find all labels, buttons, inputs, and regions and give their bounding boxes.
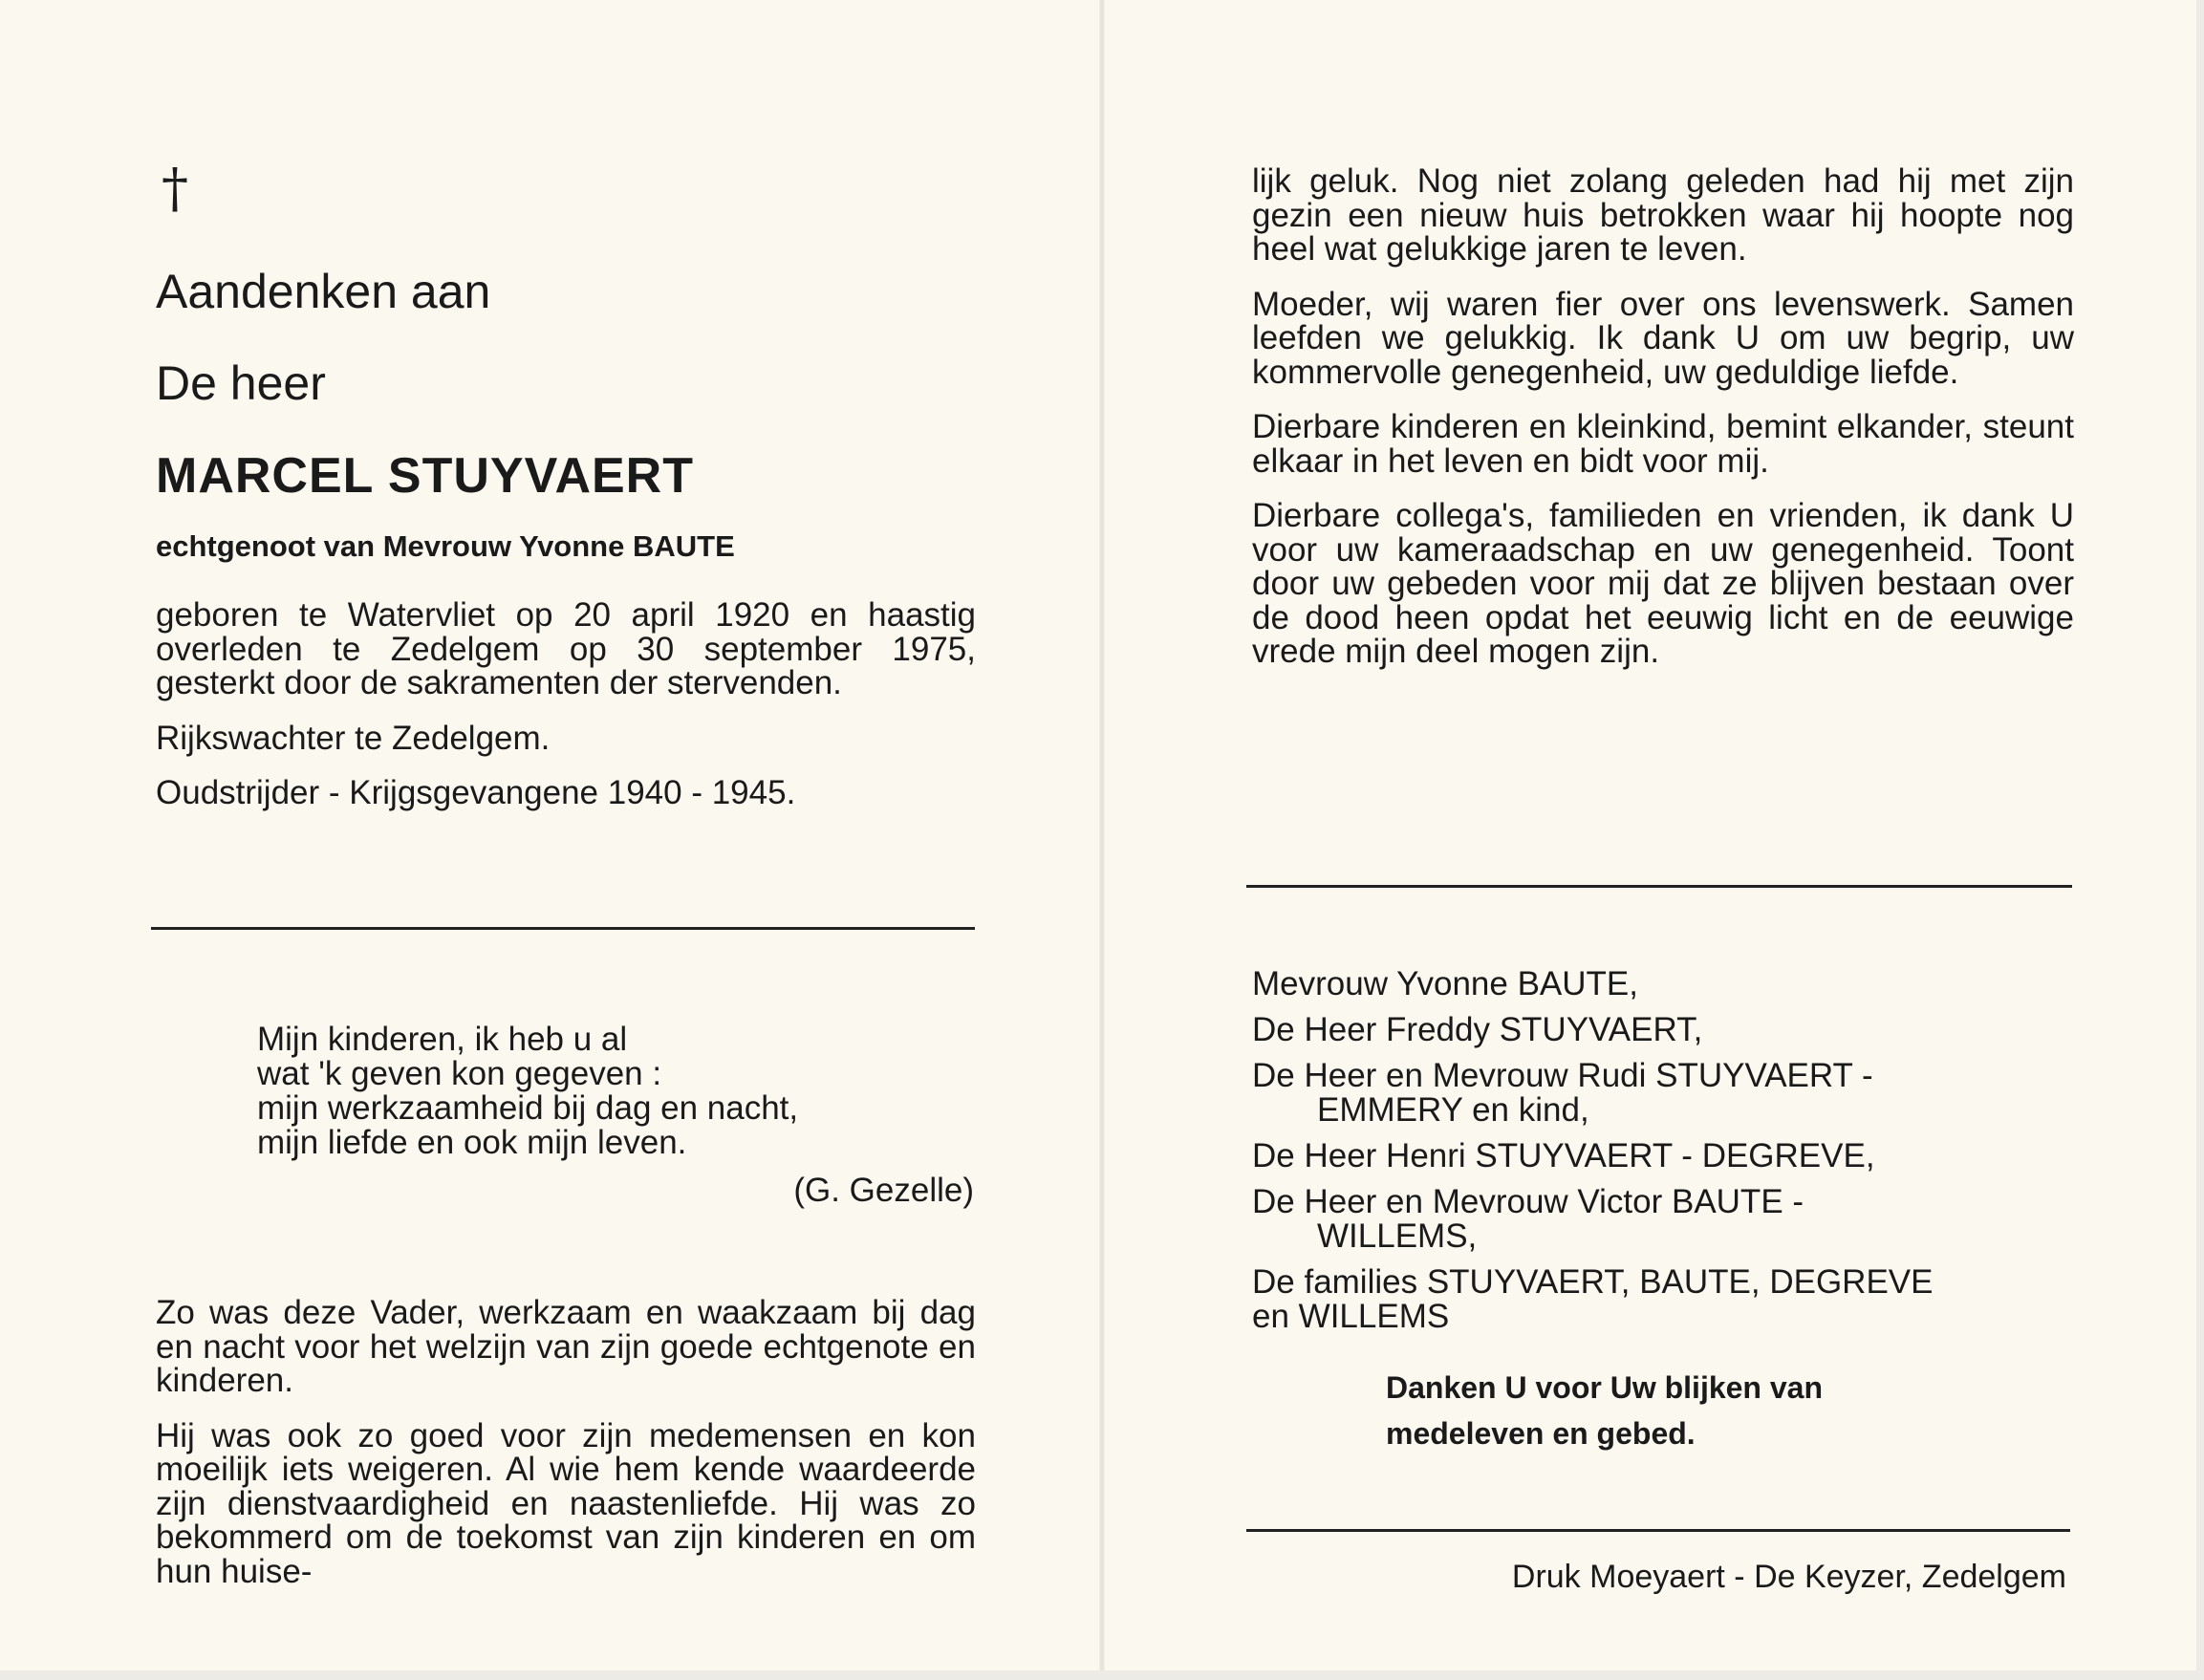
family-entry-line: WILLEMS, bbox=[1317, 1217, 1478, 1255]
poem-line: mijn liefde en ook mijn leven. bbox=[257, 1124, 687, 1161]
thanks-line: medeleven en gebed. bbox=[1386, 1416, 1696, 1451]
title-line: De heer bbox=[156, 356, 326, 410]
colleagues-paragraph: Dierbare collega's, familieden en vrienden, ik dank U voor uw kameraadschap en uw genegenheid. Toont door uw gebeden voor mij dat ze blijven bestaan over de dood heen opdat het eeuwig licht en de eeuwige vrede mijn deel mogen zijn. bbox=[1252, 497, 2074, 670]
poem-line: Mijn kinderen, ik heb u al bbox=[257, 1021, 628, 1058]
children-paragraph: Dierbare kinderen en kleinkind, bemint elkander, steunt elkaar in het leven en bidt voor mij. bbox=[1252, 408, 2074, 480]
poem-line: mijn werkzaamheid bij dag en nacht, bbox=[257, 1089, 799, 1127]
family-entry bbox=[1252, 1139, 2074, 1174]
veteran-line: Oudstrijder - Krijgsgevangene 1940 - 1945. bbox=[156, 774, 796, 811]
divider-right-top bbox=[1246, 885, 2072, 888]
deceased-name: MARCEL STUYVAERT bbox=[156, 448, 694, 504]
left-bottom-text bbox=[156, 1296, 976, 1588]
printer-credit: Druk Moeyaert - De Keyzer, Zedelgem bbox=[1511, 1559, 2066, 1595]
father-paragraph: Zo was deze Vader, werkzaam en waakzaam bij dag en nacht voor het welzijn van zijn goede echtgenote en kinderen. bbox=[156, 1294, 976, 1399]
cross-icon: † bbox=[162, 158, 188, 220]
divider-left bbox=[151, 927, 975, 930]
poem bbox=[257, 1023, 974, 1208]
family-entry-line: De Heer Henri STUYVAERT - DEGREVE, bbox=[1252, 1137, 1875, 1174]
left-page bbox=[156, 158, 976, 811]
mother-paragraph: Moeder, wij waren fier over ons levenswerk. Samen leefden we gelukkig. Ik dank U om uw begrip, uw kommervolle genegenheid, uw geduldige liefde. bbox=[1252, 285, 2074, 391]
family-entry-line: De Heer en Mevrouw Rudi STUYVAERT - bbox=[1252, 1057, 1873, 1094]
poem-line: wat 'k geven kon gegeven : bbox=[257, 1055, 662, 1092]
family-entry bbox=[1252, 1059, 2074, 1128]
divider-right-bottom bbox=[1246, 1529, 2070, 1532]
family-entry-line: en WILLEMS bbox=[1252, 1298, 1450, 1335]
spouse-line: echtgenoot van Mevrouw Yvonne BAUTE bbox=[156, 529, 735, 563]
family-entry-line: De Heer Freddy STUYVAERT, bbox=[1252, 1011, 1703, 1048]
family-entry-line: De Heer en Mevrouw Victor BAUTE - bbox=[1252, 1183, 1804, 1220]
thanks-note bbox=[1386, 1365, 2055, 1456]
card-edge-right bbox=[2196, 0, 2204, 1680]
family-list bbox=[1252, 967, 2074, 1346]
intro-line: Aandenken aan bbox=[156, 265, 491, 318]
happiness-paragraph: lijk geluk. Nog niet zolang geleden had hij met zijn gezin een nieuw huis betrokken waar hij hoopte nog heel wat gelukkige jaren te leven. bbox=[1252, 162, 2074, 268]
family-entry bbox=[1252, 1013, 2074, 1047]
right-page bbox=[1252, 164, 2074, 669]
card-edge-bottom bbox=[0, 1670, 2204, 1680]
kindness-paragraph: Hij was ook zo goed voor zijn medemensen en kon moeilijk iets weigeren. Al wie hem kende waardeerde zijn dienstvaardigheid en naastenliefde. Hij was zo bekommerd om de toekomst van zijn kinderen en om hun huise- bbox=[156, 1416, 976, 1590]
poem-author: (G. Gezelle) bbox=[793, 1172, 974, 1209]
birth-death-paragraph: geboren te Watervliet op 20 april 1920 en haastig overleden te Zedelgem op 30 september 1975, gesterkt door de sakramenten der stervenden. bbox=[156, 596, 976, 701]
card-fold bbox=[1099, 0, 1105, 1680]
family-entry bbox=[1252, 1265, 2074, 1334]
thanks-line: Danken U voor Uw blijken van bbox=[1386, 1370, 1823, 1405]
family-entry-line: EMMERY en kind, bbox=[1317, 1091, 1589, 1129]
family-entry-line: Mevrouw Yvonne BAUTE, bbox=[1252, 965, 1638, 1002]
family-entry-line: De families STUYVAERT, BAUTE, DEGREVE bbox=[1252, 1263, 1934, 1301]
family-entry bbox=[1252, 1185, 2074, 1254]
family-entry bbox=[1252, 967, 2074, 1002]
occupation-line: Rijkswachter te Zedelgem. bbox=[156, 719, 551, 757]
